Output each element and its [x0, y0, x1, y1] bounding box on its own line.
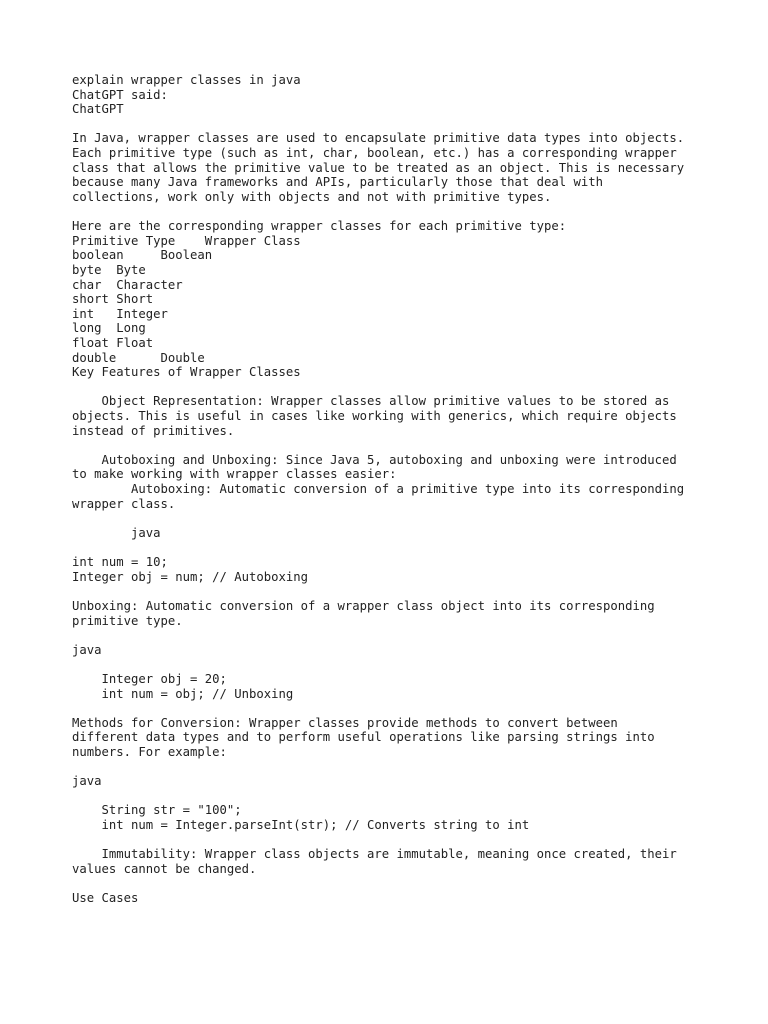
text-line: Methods for Conversion: Wrapper classes provide methods to convert between [72, 715, 618, 730]
text-line [72, 117, 732, 132]
code-line: int num = 10; [72, 555, 168, 570]
text-line: class that allows the primitive value to be treated as an object. This is necessary [72, 160, 685, 175]
text-line [72, 657, 732, 672]
code-language-label: java [72, 774, 102, 789]
text-line: explain wrapper classes in java [72, 73, 301, 87]
code-line: Integer obj = 20; [72, 671, 227, 686]
text-line: different data types and to perform useful operations like parsing strings into [72, 730, 655, 745]
table-row: char Character [72, 277, 183, 292]
code-line: int num = Integer.parseInt(str); // Converts string to int [72, 818, 530, 833]
text-line: to make working with wrapper classes easier: [72, 467, 397, 482]
section-heading: Use Cases [72, 891, 139, 906]
text-line: Unboxing: Automatic conversion of a wrapper class object into its corresponding [72, 598, 655, 613]
text-line [72, 833, 732, 848]
table-header: Primitive Type Wrapper Class [72, 233, 301, 248]
code-line: String str = "100"; [72, 803, 242, 818]
text-line: Autoboxing: Automatic conversion of a primitive type into its corresponding [72, 482, 685, 497]
text-line [72, 789, 732, 804]
text-line [72, 204, 732, 219]
text-line: values cannot be changed. [72, 861, 257, 876]
text-line [72, 438, 732, 453]
text-line: instead of primitives. [72, 423, 235, 438]
text-line [72, 701, 732, 716]
document-page [72, 73, 732, 906]
code-line: Integer obj = num; // Autoboxing [72, 569, 309, 584]
text-line [72, 511, 732, 526]
text-line [72, 380, 732, 395]
table-row: int Integer [72, 306, 168, 321]
text-line: Immutability: Wrapper class objects are immutable, meaning once created, their [72, 847, 677, 862]
table-row: byte Byte [72, 262, 146, 277]
text-line [72, 628, 732, 643]
code-language-label: java [72, 525, 161, 540]
text-line: wrapper class. [72, 496, 176, 511]
text-line: Object Representation: Wrapper classes allow primitive values to be stored as [72, 394, 670, 409]
table-row: boolean Boolean [72, 248, 213, 263]
table-row: float Float [72, 335, 154, 350]
text-line: ChatGPT said: [72, 87, 168, 102]
table-row: double Double [72, 350, 205, 365]
table-row: long Long [72, 321, 146, 336]
text-line: numbers. For example: [72, 745, 227, 760]
text-line: In Java, wrapper classes are used to encapsulate primitive data types into objects. [72, 131, 685, 146]
text-line [72, 541, 732, 556]
text-line: Each primitive type (such as int, char, boolean, etc.) has a corresponding wrapper [72, 146, 677, 161]
text-line: ChatGPT [72, 102, 124, 117]
text-line: because many Java frameworks and APIs, particularly those that deal with [72, 175, 604, 190]
code-line: int num = obj; // Unboxing [72, 686, 294, 701]
text-line [72, 877, 732, 892]
code-language-label: java [72, 642, 102, 657]
text-line: objects. This is useful in cases like working with generics, which require objects [72, 409, 677, 424]
text-line: Autoboxing and Unboxing: Since Java 5, autoboxing and unboxing were introduced [72, 452, 677, 467]
table-row: short Short [72, 292, 154, 307]
text-line [72, 584, 732, 599]
section-heading: Key Features of Wrapper Classes [72, 365, 301, 380]
text-line: Here are the corresponding wrapper classes for each primitive type: [72, 219, 567, 234]
text-line [72, 760, 732, 775]
text-line: collections, work only with objects and not with primitive types. [72, 189, 552, 204]
text-line: primitive type. [72, 613, 183, 628]
